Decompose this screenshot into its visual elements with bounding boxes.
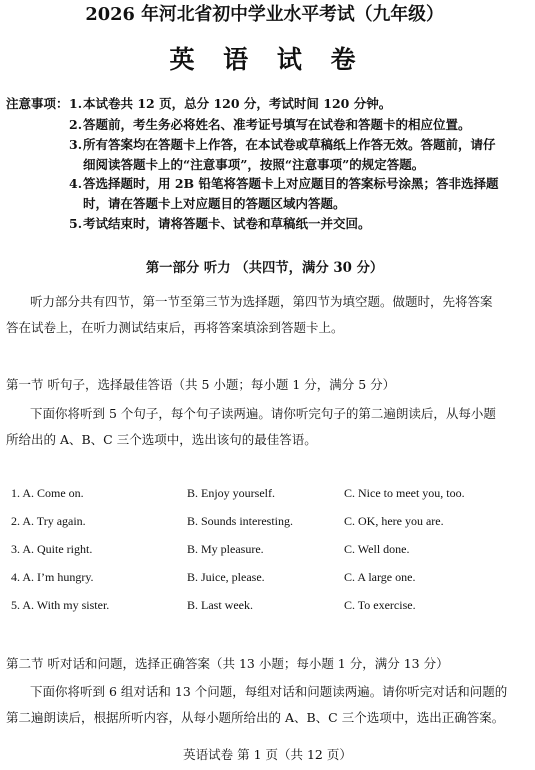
question-2-option-a: 2. A. Try again.	[11, 514, 86, 528]
section2-instructions: 下面你将听到 6 组对话和 13 个问题，每组对话和问题读两遍。请你听完对话和问题的	[30, 684, 508, 699]
note-item: 3.所有答案均在答题卡上作答，在本试卷或草稿纸上作答无效。答题前，请仔	[69, 137, 496, 152]
section2-instructions-cont: 第二遍朗读后，根据所听内容，从每小题所给出的 A、B、C 三个选项中，选出正确答案。	[6, 710, 505, 725]
question-2-option-c: C. OK, here you are.	[344, 514, 444, 528]
section2-title: 第二节 听对话和问题，选择正确答案（共 13 小题；每小题 1 分，满分 13 分）	[6, 656, 449, 671]
question-1-option-b: B. Enjoy yourself.	[187, 486, 275, 500]
question-2-option-b: B. Sounds interesting.	[187, 514, 294, 528]
exam-title: 2026 年河北省初中学业水平考试（九年级）	[85, 4, 444, 25]
section1-instructions: 下面你将听到 5 个句子，每个句子读两遍。请你听完句子的第二遍朗读后，从每小题	[30, 406, 496, 421]
question-5-option-b: B. Last week.	[187, 598, 253, 612]
question-4-option-b: B. Juice, please.	[187, 570, 265, 584]
part1-title: 第一部分 听力 （共四节，满分 30 分）	[145, 260, 384, 276]
question-3-option-b: B. My pleasure.	[187, 542, 264, 556]
question-1-option-c: C. Nice to meet you, too.	[344, 486, 465, 500]
note-item: 2.答题前，考生务必将姓名、准考证号填写在试卷和答题卡的相应位置。	[69, 117, 471, 132]
question-1-option-a: 1. A. Come on.	[11, 486, 84, 500]
question-4-option-a: 4. A. I’m hungry.	[11, 570, 94, 584]
note-item-cont: 时，请在答题卡上对应题目的答题区域内答题。	[83, 196, 346, 211]
section1-title: 第一节 听句子，选择最佳答语（共 5 小题；每小题 1 分，满分 5 分）	[6, 377, 396, 392]
note-item-cont: 细阅读答题卡上的“注意事项”，按照“注意事项”的规定答题。	[83, 157, 425, 172]
note-item: 5.考试结束时，请将答题卡、试卷和草稿纸一并交回。	[69, 216, 371, 231]
section1-instructions-cont: 所给出的 A、B、C 三个选项中，选出该句的最佳答语。	[6, 432, 317, 447]
note-item: 4.答选择题时，用 2B 铅笔将答题卡上对应题目的答案标号涂黑；答非选择题	[69, 176, 499, 191]
part1-intro-cont: 答在试卷上，在听力测试结束后，再将答案填涂到答题卡上。	[6, 320, 344, 335]
page-footer: 英语试卷 第 1 页（共 12 页）	[183, 747, 352, 762]
question-5-option-c: C. To exercise.	[344, 598, 416, 612]
question-5-option-a: 5. A. With my sister.	[11, 598, 110, 612]
part1-intro: 听力部分共有四节，第一节至第三节为选择题，第四节为填空题。做题时，先将答案	[30, 294, 493, 309]
note-item: 1.本试卷共 12 页，总分 120 分，考试时间 120 分钟。	[69, 96, 392, 111]
notes-label: 注意事项：	[6, 96, 69, 111]
question-3-option-a: 3. A. Quite right.	[11, 542, 93, 556]
subject-title: 英 语 试 卷	[169, 45, 366, 74]
question-4-option-c: C. A large one.	[344, 570, 416, 584]
question-3-option-c: C. Well done.	[344, 542, 410, 556]
